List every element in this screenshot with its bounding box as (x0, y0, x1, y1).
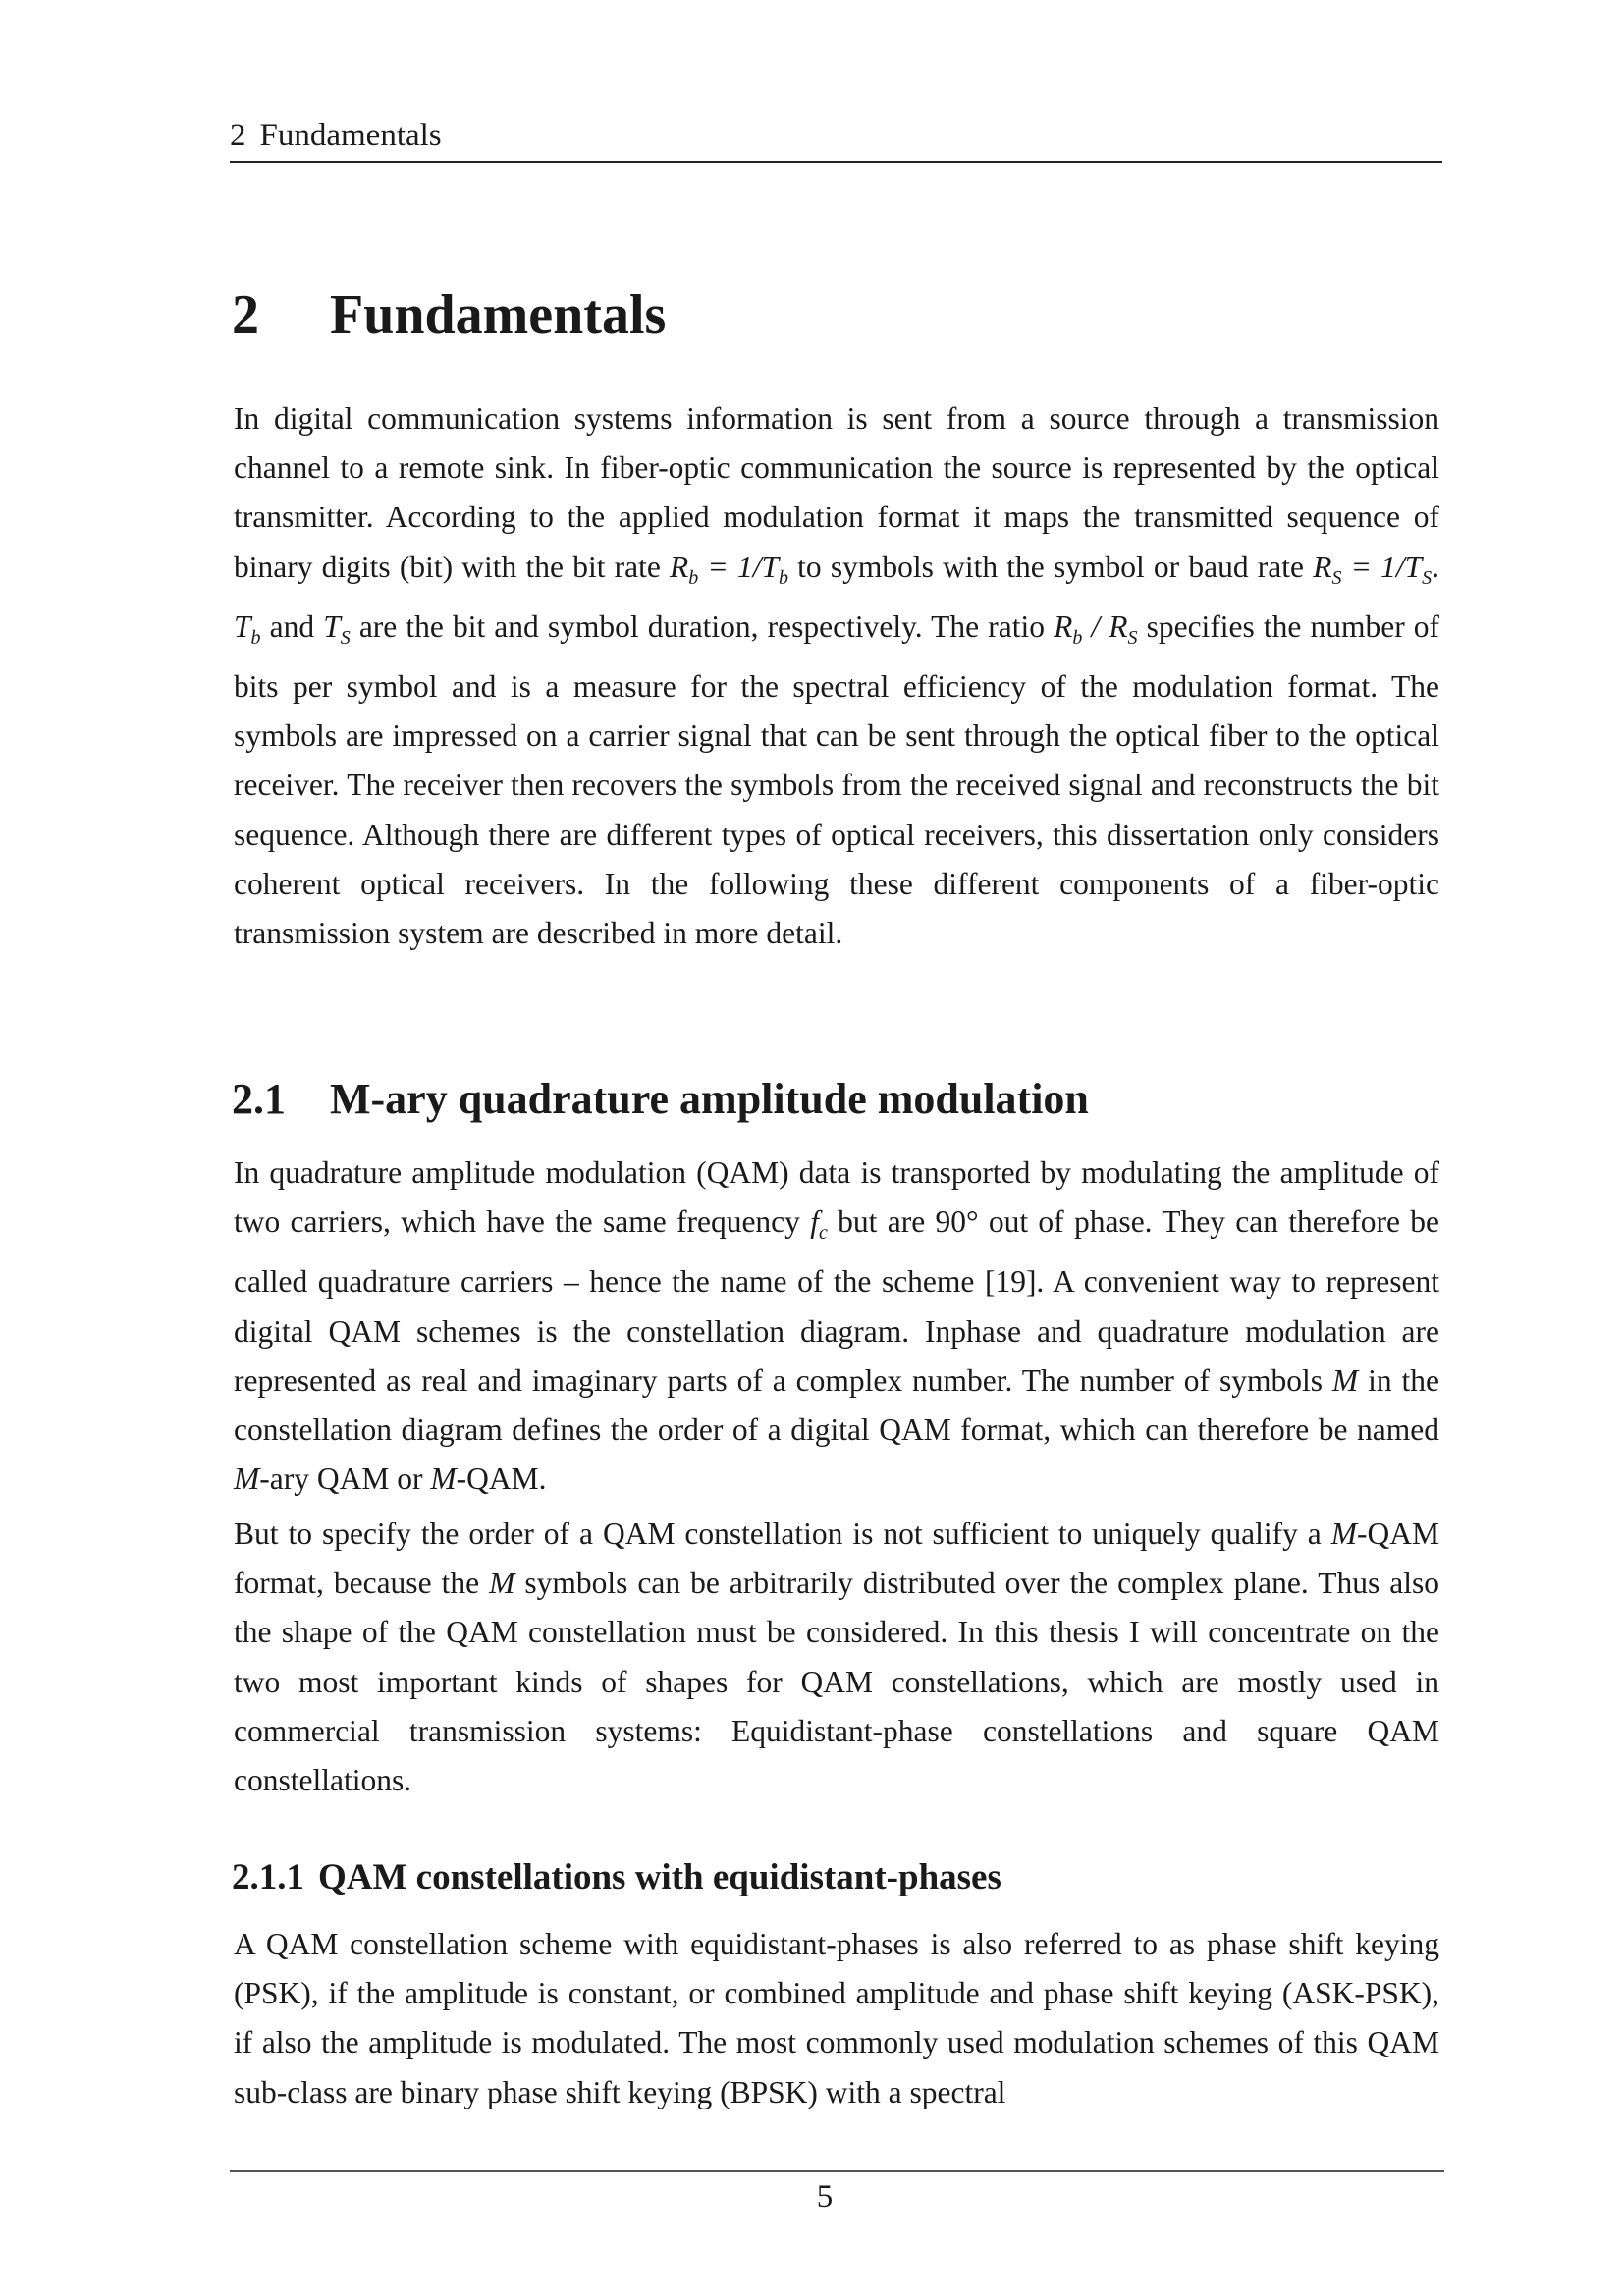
section-2-1-paragraph-1 (234, 1148, 1439, 1504)
section-2-1-number: 2.1 (232, 1075, 286, 1123)
intro-text-4: and (260, 609, 324, 644)
s21p2-text-a: But to specify the order of a QAM constellation is not sufficient to uniquely qualify a (234, 1517, 1331, 1551)
s21p2-text-b: -QAM format, because the (234, 1517, 1439, 1601)
section-2-1-1-paragraph-1: A QAM constellation scheme with equidistant-phases is also referred to as phase shift keying (PSK), if the amplitude is constant, or combined amplitude and phase shift keying (ASK-PSK), if also the amplitude is modulated. The most commonly used modulation schemes of this QAM sub-class are binary phase shift keying (BPSK) with a spectral (234, 1927, 1439, 2109)
intro-text-6: specifies the number of bits per symbol and is a measure for the spectral efficiency of the modulation format. The symbols are impressed on a carrier signal that can be sent through the optical fiber to the optical receiver. The receiver then recovers the symbols from the received signal and reconstructs the bit sequence. Although there are different types of optical receivers, this dissertation only considers coherent optical receivers. In the following these different components of a fiber-optic transmission system are described in more detail. (234, 609, 1440, 951)
s21p1-text-e: -QAM. (456, 1462, 547, 1497)
bit-rate-formula: $R_b = 1/T_b$ (670, 549, 788, 589)
header-chapter-number: 2 (230, 118, 246, 153)
intro-paragraph (234, 395, 1439, 958)
s21p2-text-c: symbols can be arbitrarily distributed over the complex plane. Thus also the shape of the QAM constellation must be considered. In this thesis I will concentrate on the two most important kinds of shapes for QAM constellations, which are mostly used in commercial transmission systems: Equidistant-phase constellations and square QAM constellations. (234, 1566, 1439, 1798)
section-2-1-1-title-text: QAM constellations with equidistant-phases (318, 1857, 1001, 1897)
section-2-1-title (232, 1072, 1089, 1127)
intro-text-3: . (1432, 549, 1439, 584)
intro-text-2: to symbols with the symbol or baud rate (787, 549, 1314, 584)
ratio-formula: $R_b / R_S$ (1054, 609, 1138, 649)
m-symbol: M (489, 1566, 515, 1601)
running-header (230, 116, 1442, 163)
ts-symbol: $T_S$ (323, 609, 351, 649)
m-symbol: M (430, 1462, 457, 1497)
header-chapter-title: Fundamentals (259, 118, 442, 153)
footer-rule (230, 2170, 1444, 2172)
tb-symbol: $T_b$ (234, 609, 261, 649)
page-number: 5 (816, 2179, 834, 2215)
section-2-1-1-title (232, 1854, 1001, 1901)
chapter-title (232, 281, 666, 349)
intro-text-1: In digital communication systems information is sent from a source through a transmission channel to a remote sink. In fiber-optic communication the source is represented by the optical transmitter. According to the applied modulation format it maps the transmitted sequence of binary digits (bit) with the bit rate (234, 401, 1439, 584)
m-symbol: M (1330, 1517, 1357, 1551)
section-2-1-1-number: 2.1.1 (232, 1857, 304, 1897)
s21p1-text-c: in the constellation diagram defines the order of a digital QAM format, which can therefore be named (234, 1362, 1439, 1448)
baud-rate-formula: $R_S = 1/T_S$ (1313, 549, 1433, 589)
section-2-1-paragraph-2 (234, 1510, 1439, 1805)
carrier-frequency-symbol: $f_c$ (810, 1204, 828, 1245)
chapter-number: 2 (232, 285, 259, 346)
s21p1-text-a: In quadrature amplitude modulation (QAM) data is transported by modulating the amplitude of two carriers, which have the same frequency (234, 1155, 1439, 1240)
s21p1-text-b: but are 90° out of phase. They can therefore be called quadrature carriers – hence the name of the scheme [19]. A convenient way to represent digital QAM schemes is the constellation diagram. Inphase and quadrature modulation are represented as real and imaginary parts of a complex number. The number of symbols (234, 1204, 1440, 1398)
m-symbol: M (1331, 1362, 1359, 1398)
s21p1-text-d: -ary QAM or (259, 1462, 431, 1497)
section-2-1-title-text: M-ary quadrature amplitude modulation (330, 1075, 1089, 1123)
m-symbol: M (234, 1462, 260, 1497)
intro-text-5: are the bit and symbol duration, respectively. The ratio (350, 609, 1055, 644)
chapter-title-text: Fundamentals (330, 285, 667, 346)
